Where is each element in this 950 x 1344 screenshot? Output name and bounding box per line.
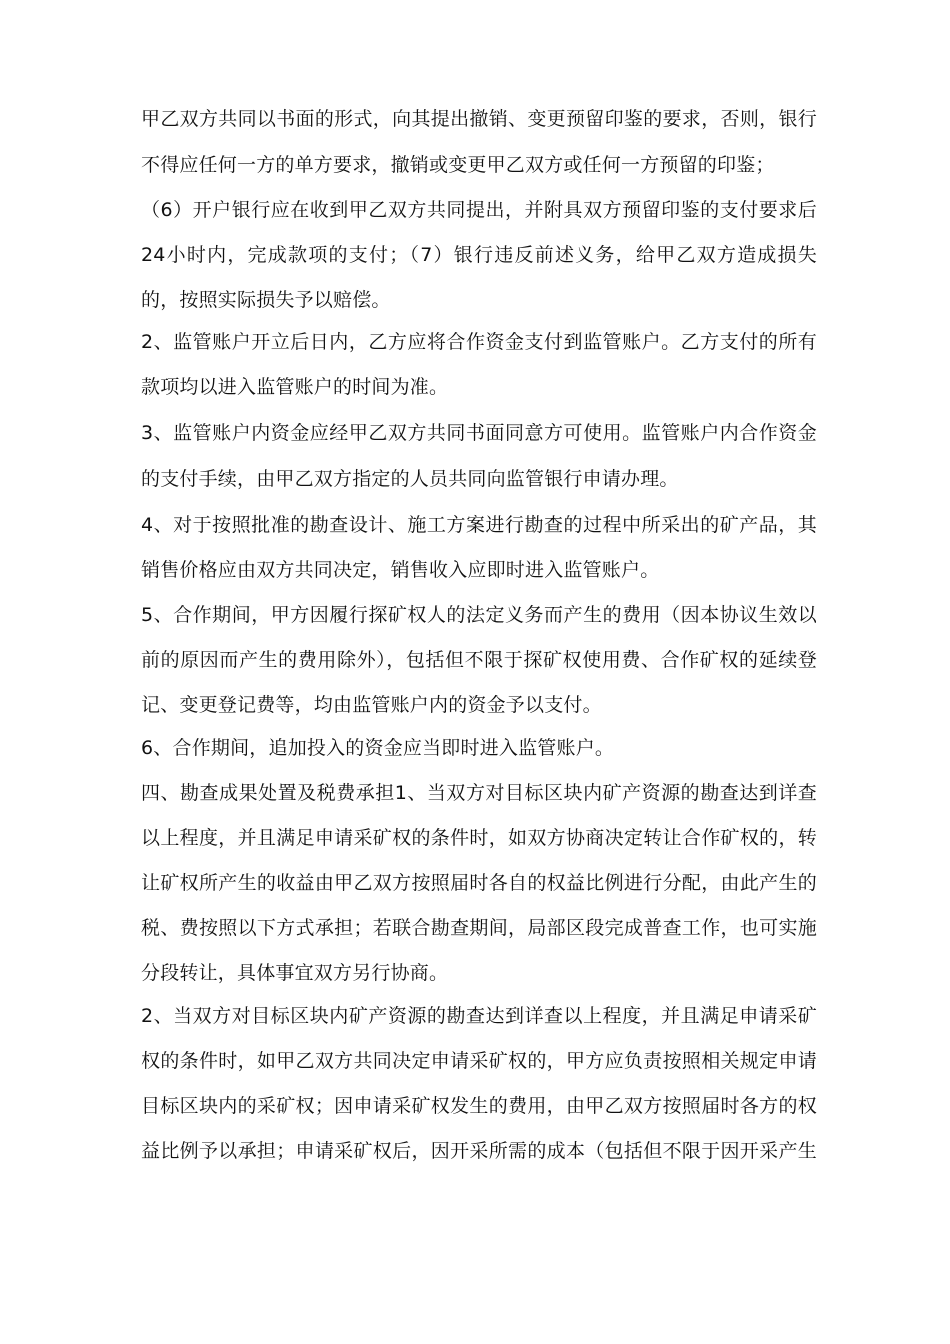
text-line: 目标区块内的采矿权；因申请采矿权发生的费用，由甲乙双方按照届时各方的权 [141, 1095, 817, 1117]
text-line: 让矿权所产生的收益由甲乙双方按照届时各自的权益比例进行分配，由此产生的 [141, 872, 817, 894]
text-line: 不得应任何一方的单方要求，撤销或变更甲乙双方或任何一方预留的印鉴； [141, 154, 775, 176]
text-line: 4、对于按照批准的勘查设计、施工方案进行勘查的过程中所采出的矿产品，其 [141, 514, 817, 536]
text-line: 销售价格应由双方共同决定，销售收入应即时进入监管账户。 [141, 559, 660, 581]
text-line: 记、变更登记费等，均由监管账户内的资金予以支付。 [141, 694, 602, 716]
text-line: 分段转让，具体事宜双方另行协商。 [141, 962, 449, 984]
text-line: 四、勘查成果处置及税费承担1、当双方对目标区块内矿产资源的勘查达到详查 [141, 782, 817, 804]
text-line: （6）开户银行应在收到甲乙双方共同提出，并附具双方预留印鉴的支付要求后 [141, 199, 817, 221]
text-line: 6、合作期间，追加投入的资金应当即时进入监管账户。 [141, 737, 615, 759]
text-line: 2、当双方对目标区块内矿产资源的勘查达到详查以上程度，并且满足申请采矿 [141, 1005, 817, 1027]
text-line: 权的条件时，如甲乙双方共同决定申请采矿权的，甲方应负责按照相关规定申请 [141, 1050, 817, 1072]
text-line: 24小时内，完成款项的支付；（7）银行违反前述义务，给甲乙双方造成损失 [141, 244, 817, 266]
text-line: 甲乙双方共同以书面的形式，向其提出撤销、变更预留印鉴的要求，否则，银行 [141, 108, 817, 130]
text-line: 2、监管账户开立后日内，乙方应将合作资金支付到监管账户。乙方支付的所有 [141, 331, 817, 353]
text-line: 以上程度，并且满足申请采矿权的条件时，如双方协商决定转让合作矿权的，转 [141, 827, 817, 849]
text-line: 的，按照实际损失予以赔偿。 [141, 289, 391, 311]
text-line: 税、费按照以下方式承担；若联合勘查期间，局部区段完成普查工作，也可实施 [141, 917, 817, 939]
text-line: 3、监管账户内资金应经甲乙双方共同书面同意方可使用。监管账户内合作资金 [141, 422, 817, 444]
text-line: 5、合作期间，甲方因履行探矿权人的法定义务而产生的费用（因本协议生效以 [141, 604, 817, 626]
text-line: 前的原因而产生的费用除外），包括但不限于探矿权使用费、合作矿权的延续登 [141, 649, 817, 671]
text-line: 的支付手续，由甲乙双方指定的人员共同向监管银行申请办理。 [141, 468, 679, 490]
text-line: 款项均以进入监管账户的时间为准。 [141, 376, 449, 398]
text-line: 益比例予以承担；申请采矿权后，因开采所需的成本（包括但不限于因开采产生 [141, 1140, 817, 1162]
